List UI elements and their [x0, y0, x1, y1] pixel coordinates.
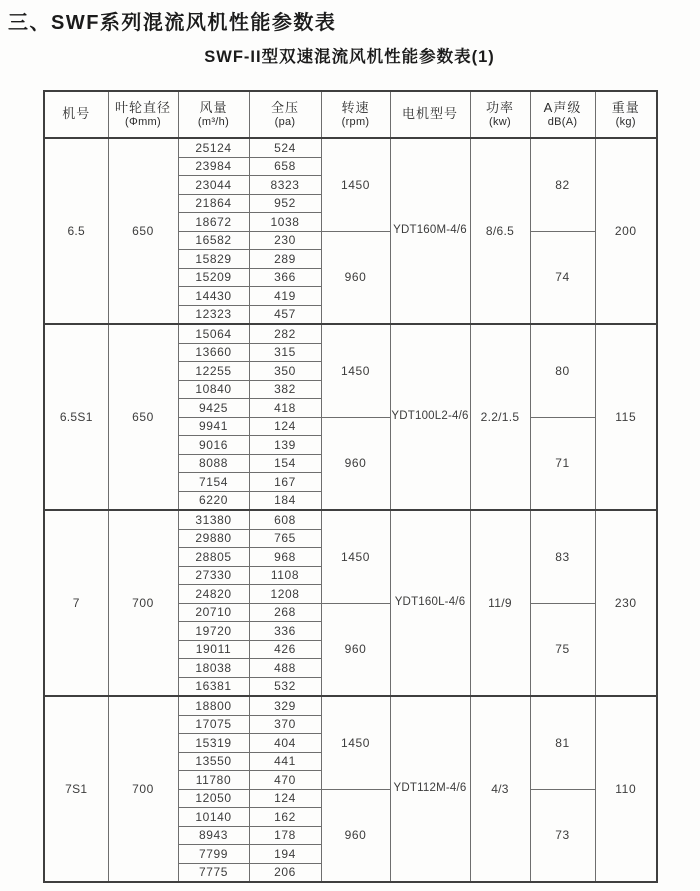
- cell-pressure: 139: [249, 436, 321, 455]
- cell-speed: 960: [321, 603, 390, 696]
- cell-noise: 80: [530, 324, 595, 417]
- cell-air-volume: 9425: [178, 399, 249, 418]
- cell-air-volume: 29880: [178, 529, 249, 548]
- cell-pressure: 441: [249, 752, 321, 771]
- cell-pressure: 765: [249, 529, 321, 548]
- cell-noise: 73: [530, 789, 595, 882]
- cell-pressure: 488: [249, 659, 321, 678]
- cell-pressure: 230: [249, 231, 321, 250]
- cell-pressure: 1108: [249, 566, 321, 585]
- cell-air-volume: 8088: [178, 454, 249, 473]
- cell-model: 6.5S1: [44, 324, 108, 510]
- cell-pressure: 194: [249, 845, 321, 864]
- cell-speed: 1450: [321, 138, 390, 231]
- cell-pressure: 418: [249, 399, 321, 418]
- cell-air-volume: 7799: [178, 845, 249, 864]
- column-header-total-pressure: [249, 91, 321, 138]
- cell-pressure: 154: [249, 454, 321, 473]
- cell-air-volume: 25124: [178, 138, 249, 157]
- cell-air-volume: 15064: [178, 324, 249, 343]
- cell-model: 7S1: [44, 696, 108, 882]
- column-header-noise-level: [530, 91, 595, 138]
- cell-air-volume: 23984: [178, 157, 249, 176]
- header-unit: (pa): [274, 116, 296, 129]
- header-label: 电机型号: [401, 106, 458, 122]
- column-header-rotation-speed: [321, 91, 390, 138]
- table-body: [44, 138, 657, 882]
- cell-air-volume: 10140: [178, 808, 249, 827]
- cell-air-volume: 19011: [178, 640, 249, 659]
- cell-pressure: 658: [249, 157, 321, 176]
- cell-pressure: 968: [249, 548, 321, 567]
- cell-weight: 115: [595, 324, 657, 510]
- cell-pressure: 366: [249, 268, 321, 287]
- cell-diameter: 650: [108, 138, 178, 324]
- cell-speed: 960: [321, 231, 390, 324]
- cell-air-volume: 12050: [178, 789, 249, 808]
- cell-air-volume: 23044: [178, 176, 249, 195]
- cell-pressure: 370: [249, 715, 321, 734]
- header-unit: (Φmm): [125, 116, 161, 129]
- cell-speed: 1450: [321, 696, 390, 789]
- cell-air-volume: 8943: [178, 826, 249, 845]
- column-header-weight: [595, 91, 657, 138]
- table-row: [44, 510, 657, 529]
- performance-table: [43, 90, 658, 883]
- cell-air-volume: 10840: [178, 380, 249, 399]
- cell-pressure: 382: [249, 380, 321, 399]
- cell-air-volume: 7154: [178, 473, 249, 492]
- cell-air-volume: 15829: [178, 250, 249, 269]
- cell-pressure: 124: [249, 789, 321, 808]
- cell-pressure: 315: [249, 343, 321, 362]
- cell-pressure: 532: [249, 677, 321, 696]
- cell-model: 7: [44, 510, 108, 696]
- table-row: [44, 696, 657, 715]
- cell-weight: 110: [595, 696, 657, 882]
- cell-motor: YDT160L-4/6: [390, 510, 470, 696]
- table-header: [44, 91, 657, 138]
- header-label: 全压: [270, 99, 299, 115]
- cell-power: 8/6.5: [470, 138, 530, 324]
- cell-air-volume: 16381: [178, 677, 249, 696]
- column-header-model: [44, 91, 108, 138]
- cell-power: 11/9: [470, 510, 530, 696]
- cell-air-volume: 6220: [178, 491, 249, 510]
- column-header-motor-model: [390, 91, 470, 138]
- header-label: A声级: [543, 99, 582, 115]
- column-header-power: [470, 91, 530, 138]
- cell-noise: 75: [530, 603, 595, 696]
- cell-speed: 1450: [321, 510, 390, 603]
- cell-pressure: 336: [249, 622, 321, 641]
- header-label: 功率: [485, 99, 514, 115]
- cell-air-volume: 12323: [178, 305, 249, 324]
- cell-noise: 74: [530, 231, 595, 324]
- cell-pressure: 329: [249, 696, 321, 715]
- cell-air-volume: 20710: [178, 603, 249, 622]
- cell-pressure: 457: [249, 305, 321, 324]
- cell-pressure: 167: [249, 473, 321, 492]
- table-row: [44, 324, 657, 343]
- cell-pressure: 952: [249, 194, 321, 213]
- sub-title: SWF-II型双速混流风机性能参数表(1): [204, 48, 495, 66]
- header-unit: (m³/h): [197, 116, 230, 129]
- cell-pressure: 268: [249, 603, 321, 622]
- cell-air-volume: 18800: [178, 696, 249, 715]
- cell-speed: 960: [321, 789, 390, 882]
- cell-motor: YDT160M-4/6: [390, 138, 470, 324]
- cell-air-volume: 9016: [178, 436, 249, 455]
- header-label: 机号: [62, 106, 91, 122]
- cell-air-volume: 27330: [178, 566, 249, 585]
- cell-pressure: 426: [249, 640, 321, 659]
- cell-air-volume: 9941: [178, 417, 249, 436]
- header-unit: dB(A): [547, 116, 578, 129]
- cell-air-volume: 21864: [178, 194, 249, 213]
- header-unit: (kw): [489, 116, 511, 129]
- cell-air-volume: 28805: [178, 548, 249, 567]
- main-title: 三、SWF系列混流风机性能参数表: [8, 12, 337, 34]
- header-label: 转速: [341, 99, 370, 115]
- cell-air-volume: 15319: [178, 734, 249, 753]
- cell-air-volume: 31380: [178, 510, 249, 529]
- cell-diameter: 700: [108, 510, 178, 696]
- cell-noise: 82: [530, 138, 595, 231]
- cell-pressure: 124: [249, 417, 321, 436]
- cell-air-volume: 11780: [178, 771, 249, 790]
- cell-diameter: 650: [108, 324, 178, 510]
- cell-noise: 81: [530, 696, 595, 789]
- cell-pressure: 162: [249, 808, 321, 827]
- cell-noise: 83: [530, 510, 595, 603]
- cell-pressure: 608: [249, 510, 321, 529]
- cell-air-volume: 16582: [178, 231, 249, 250]
- cell-diameter: 700: [108, 696, 178, 882]
- cell-air-volume: 14430: [178, 287, 249, 306]
- cell-pressure: 419: [249, 287, 321, 306]
- table-row: [44, 138, 657, 157]
- column-header-impeller-diameter: [108, 91, 178, 138]
- cell-pressure: 8323: [249, 176, 321, 195]
- column-header-air-volume: [178, 91, 249, 138]
- cell-air-volume: 24820: [178, 585, 249, 604]
- cell-pressure: 350: [249, 362, 321, 381]
- cell-noise: 71: [530, 417, 595, 510]
- cell-power: 4/3: [470, 696, 530, 882]
- cell-pressure: 289: [249, 250, 321, 269]
- cell-speed: 960: [321, 417, 390, 510]
- cell-air-volume: 19720: [178, 622, 249, 641]
- cell-air-volume: 18672: [178, 213, 249, 232]
- cell-pressure: 206: [249, 863, 321, 882]
- cell-air-volume: 18038: [178, 659, 249, 678]
- cell-air-volume: 13660: [178, 343, 249, 362]
- cell-pressure: 1038: [249, 213, 321, 232]
- cell-pressure: 178: [249, 826, 321, 845]
- cell-pressure: 524: [249, 138, 321, 157]
- cell-power: 2.2/1.5: [470, 324, 530, 510]
- cell-pressure: 404: [249, 734, 321, 753]
- header-unit: (kg): [615, 116, 636, 129]
- cell-pressure: 1208: [249, 585, 321, 604]
- cell-motor: YDT100L2-4/6: [390, 324, 470, 510]
- cell-air-volume: 17075: [178, 715, 249, 734]
- cell-speed: 1450: [321, 324, 390, 417]
- cell-air-volume: 15209: [178, 268, 249, 287]
- header-label: 叶轮直径: [114, 99, 171, 115]
- header-label: 重量: [611, 99, 640, 115]
- cell-pressure: 282: [249, 324, 321, 343]
- cell-pressure: 184: [249, 491, 321, 510]
- header-label: 风量: [199, 99, 228, 115]
- header-unit: (rpm): [341, 116, 370, 129]
- cell-model: 6.5: [44, 138, 108, 324]
- cell-air-volume: 7775: [178, 863, 249, 882]
- cell-weight: 200: [595, 138, 657, 324]
- cell-air-volume: 13550: [178, 752, 249, 771]
- cell-pressure: 470: [249, 771, 321, 790]
- cell-weight: 230: [595, 510, 657, 696]
- cell-motor: YDT112M-4/6: [390, 696, 470, 882]
- cell-air-volume: 12255: [178, 362, 249, 381]
